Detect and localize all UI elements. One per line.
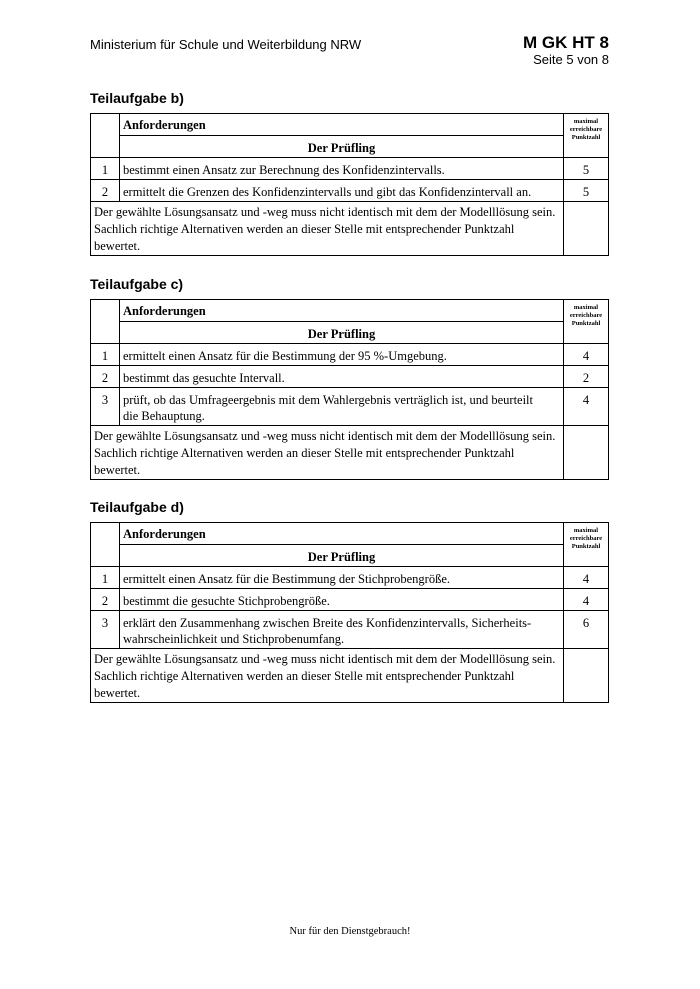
max-points-header <box>564 523 609 567</box>
row-requirement: bestimmt das gesuchte Intervall. <box>120 366 564 388</box>
empty-corner-cell <box>91 523 120 567</box>
table-row <box>91 344 609 366</box>
note-row <box>91 649 609 703</box>
max-points-line: erreichbare <box>569 535 603 542</box>
row-number: 1 <box>91 344 120 366</box>
note-points-cell <box>564 426 609 480</box>
note-line: Sachlich richtige Alternativen werden an dieser Stelle mit entsprechender Punktzahl bewertet. <box>94 446 515 477</box>
max-points-line: maximal <box>573 304 599 311</box>
table-row <box>91 611 609 649</box>
empty-corner-cell <box>91 300 120 344</box>
requirement-line: die Behauptung. <box>123 409 205 423</box>
table-row <box>91 158 609 180</box>
row-points: 6 <box>564 611 609 649</box>
row-points: 5 <box>564 158 609 180</box>
row-points: 5 <box>564 180 609 202</box>
max-points-line: maximal <box>573 527 599 534</box>
note-row <box>91 426 609 480</box>
note-text <box>91 649 564 703</box>
section-title: Teilaufgabe b) <box>90 90 184 106</box>
candidate-header: Der Prüfling <box>120 545 564 567</box>
row-points: 4 <box>564 388 609 426</box>
note-points-cell <box>564 202 609 256</box>
note-line: Sachlich richtige Alternativen werden an dieser Stelle mit entsprechender Punktzahl bewertet. <box>94 222 515 253</box>
section-d <box>90 499 609 703</box>
note-text <box>91 426 564 480</box>
max-points-header <box>564 114 609 158</box>
scoring-table <box>90 522 609 703</box>
note-points-cell <box>564 649 609 703</box>
row-number: 2 <box>91 589 120 611</box>
requirement-line: wahrscheinlichkeit und Stichprobenumfang. <box>123 632 345 646</box>
row-number: 2 <box>91 366 120 388</box>
candidate-header: Der Prüfling <box>120 322 564 344</box>
row-requirement <box>120 611 564 649</box>
max-points-line: Punktzahl <box>571 134 601 141</box>
table-row <box>91 567 609 589</box>
empty-corner-cell <box>91 114 120 158</box>
row-points: 2 <box>564 366 609 388</box>
note-line: Sachlich richtige Alternativen werden an dieser Stelle mit entsprechender Punktzahl bewertet. <box>94 669 515 700</box>
table-row <box>91 388 609 426</box>
row-requirement: ermittelt die Grenzen des Konfidenzintervalls und gibt das Konfidenzintervall an. <box>120 180 564 202</box>
max-points-line: maximal <box>573 118 599 125</box>
table-row <box>91 366 609 388</box>
row-requirement: ermittelt einen Ansatz für die Bestimmung der Stichprobengröße. <box>120 567 564 589</box>
scoring-table <box>90 113 609 256</box>
section-title: Teilaufgabe d) <box>90 499 184 515</box>
table-row <box>91 180 609 202</box>
row-requirement <box>120 388 564 426</box>
requirements-header: Anforderungen <box>120 523 564 545</box>
max-points-line: Punktzahl <box>571 543 601 550</box>
requirements-header: Anforderungen <box>120 300 564 322</box>
row-requirement: ermittelt einen Ansatz für die Bestimmung der 95 %-Umgebung. <box>120 344 564 366</box>
section-title: Teilaufgabe c) <box>90 276 184 292</box>
row-number: 2 <box>91 180 120 202</box>
row-number: 3 <box>91 388 120 426</box>
table-row <box>91 589 609 611</box>
section-c <box>90 276 609 480</box>
max-points-line: erreichbare <box>569 126 603 133</box>
note-row <box>91 202 609 256</box>
ministry-header: Ministerium für Schule und Weiterbildung NRW <box>90 37 362 52</box>
row-number: 1 <box>91 567 120 589</box>
candidate-header: Der Prüfling <box>120 136 564 158</box>
row-requirement: bestimmt die gesuchte Stichprobengröße. <box>120 589 564 611</box>
row-number: 3 <box>91 611 120 649</box>
footer-notice: Nur für den Dienstgebrauch! <box>289 926 411 937</box>
document-code: M GK HT 8 <box>523 33 609 52</box>
requirement-line: prüft, ob das Umfrageergebnis mit dem Wahlergebnis verträglich ist, und beurteilt <box>123 393 534 407</box>
row-points: 4 <box>564 589 609 611</box>
row-requirement: bestimmt einen Ansatz zur Berechnung des Konfidenzintervalls. <box>120 158 564 180</box>
note-line: Der gewählte Lösungsansatz und -weg muss nicht identisch mit dem der Modelllösung sein. <box>94 429 556 443</box>
scoring-table <box>90 299 609 480</box>
max-points-line: erreichbare <box>569 312 603 319</box>
requirements-header: Anforderungen <box>120 114 564 136</box>
note-line: Der gewählte Lösungsansatz und -weg muss nicht identisch mit dem der Modelllösung sein. <box>94 652 556 666</box>
max-points-header <box>564 300 609 344</box>
section-b <box>90 90 609 256</box>
note-text <box>91 202 564 256</box>
max-points-line: Punktzahl <box>571 320 601 327</box>
row-number: 1 <box>91 158 120 180</box>
note-line: Der gewählte Lösungsansatz und -weg muss nicht identisch mit dem der Modelllösung sein. <box>94 205 556 219</box>
requirement-line: erklärt den Zusammenhang zwischen Breite des Konfidenzintervalls, Sicherheits- <box>123 616 532 630</box>
row-points: 4 <box>564 344 609 366</box>
row-points: 4 <box>564 567 609 589</box>
document-code-block <box>523 33 609 67</box>
page-number: Seite 5 von 8 <box>533 52 609 67</box>
